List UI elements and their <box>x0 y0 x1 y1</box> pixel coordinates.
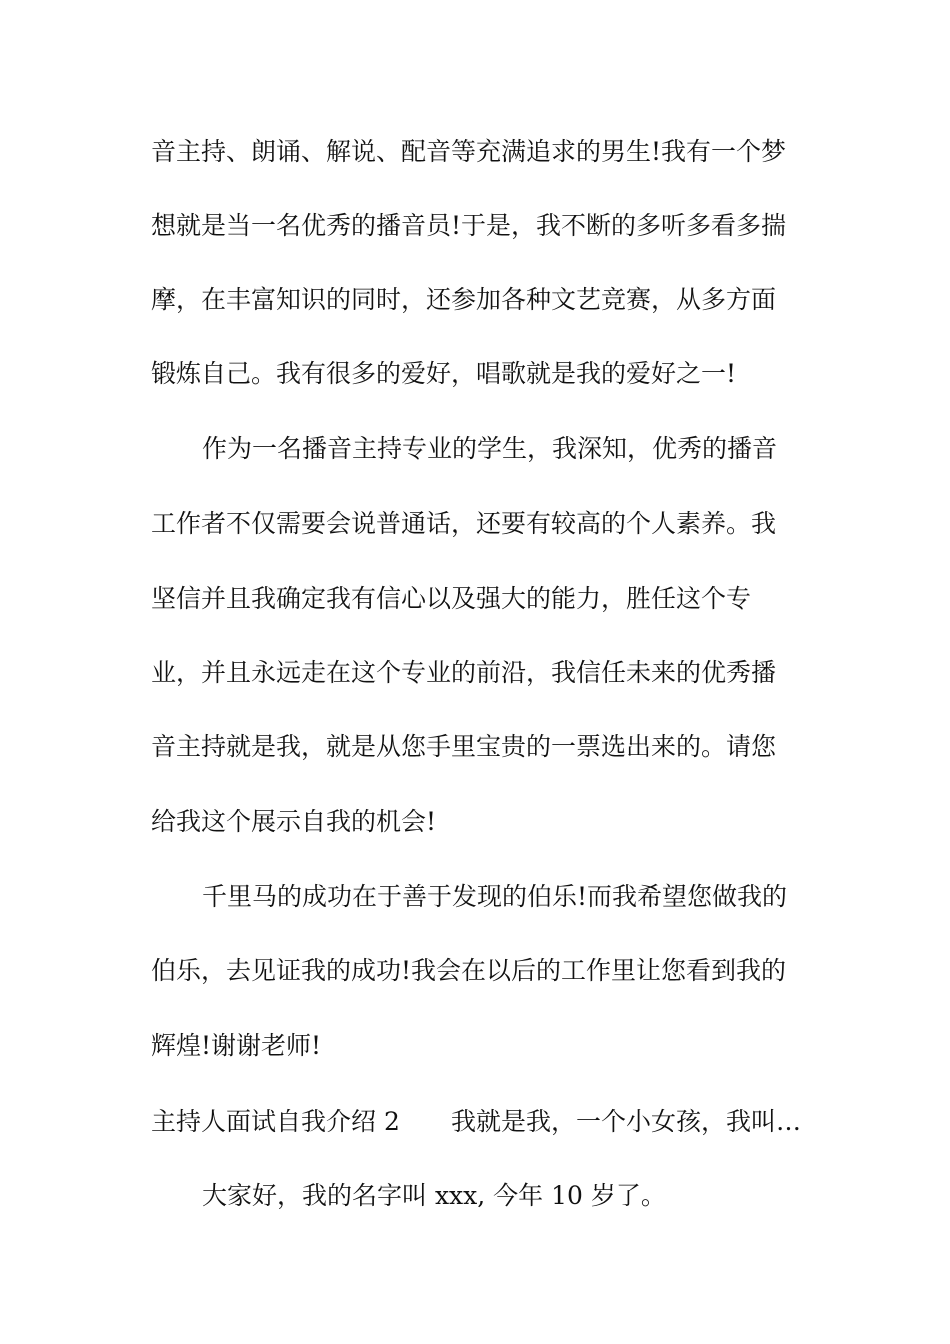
paragraph-2-line-6: 给我这个展示自我的机会! <box>151 807 437 836</box>
paragraph-3-line-3: 辉煌!谢谢老师! <box>151 1031 322 1060</box>
paragraph-3-line-1: 千里马的成功在于善于发现的伯乐!而我希望您做我的 <box>202 882 788 911</box>
paragraph-2-line-2: 工作者不仅需要会说普通话，还要有较高的个人素养。我 <box>151 509 777 538</box>
paragraph-1-line-4: 锻炼自己。我有很多的爱好，唱歌就是我的爱好之一! <box>151 359 737 388</box>
paragraph-3-line-2: 伯乐，去见证我的成功!我会在以后的工作里让您看到我的 <box>151 956 787 985</box>
paragraph-1-line-1: 音主持、朗诵、解说、配音等充满追求的男生!我有一个梦 <box>151 137 787 166</box>
section-heading-title: 主持人面试自我介绍 2 <box>151 1107 400 1136</box>
paragraph-2-line-3: 坚信并且我确定我有信心以及强大的能力，胜任这个专 <box>151 584 752 613</box>
paragraph-1-line-3: 摩，在丰富知识的同时，还参加各种文艺竞赛，从多方面 <box>151 285 777 314</box>
paragraph-2-line-1: 作为一名播音主持专业的学生，我深知，优秀的播音 <box>202 434 778 463</box>
section-heading <box>151 1107 811 1137</box>
section-heading-snippet: 我就是我，一个小女孩，我叫… <box>451 1107 802 1136</box>
paragraph-2-line-4: 业，并且永远走在这个专业的前沿，我信任未来的优秀播 <box>151 658 777 687</box>
paragraph-2-line-5: 音主持就是我，就是从您手里宝贵的一票选出来的。请您 <box>151 732 777 761</box>
paragraph-4-line-1: 大家好，我的名字叫 xxx, 今年 10 岁了。 <box>202 1181 666 1210</box>
paragraph-1-line-2: 想就是当一名优秀的播音员!于是，我不断的多听多看多揣 <box>151 211 787 240</box>
